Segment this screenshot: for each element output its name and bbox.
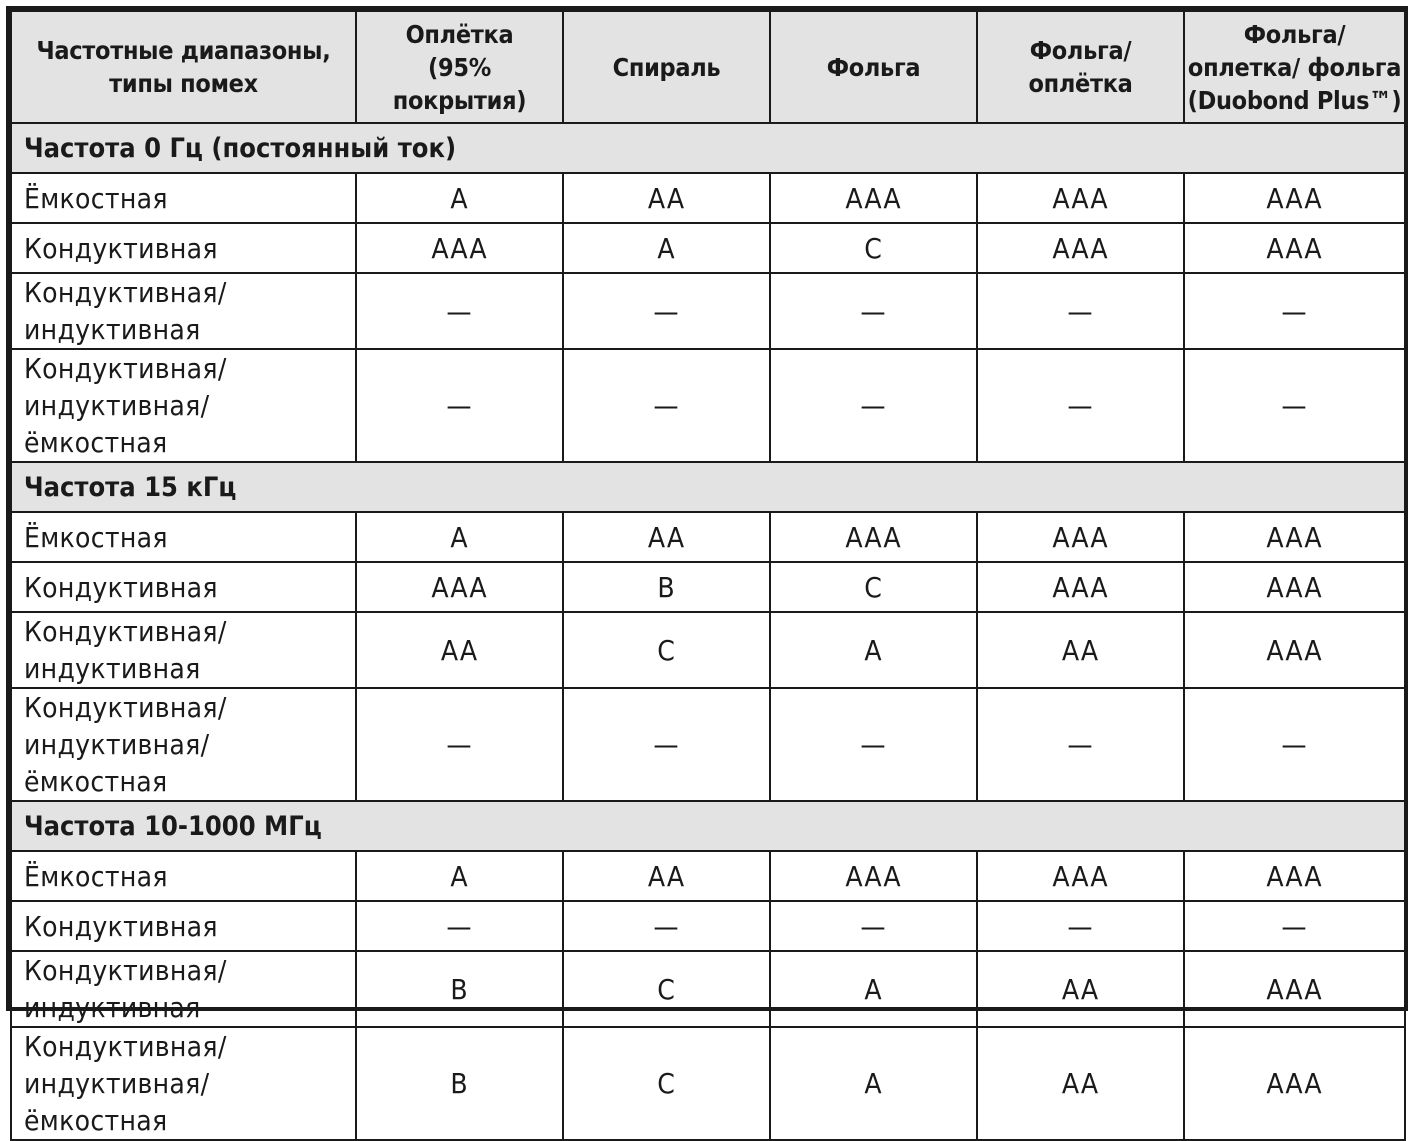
cell-value: C <box>563 612 770 688</box>
cell-value: AAA <box>977 173 1184 223</box>
table-row <box>11 223 1405 273</box>
cell-value: C <box>563 951 770 1027</box>
cell-value: — <box>563 349 770 462</box>
cell-value: AAA <box>356 562 563 612</box>
cell-value: — <box>356 349 563 462</box>
cell-value: AAA <box>356 223 563 273</box>
table <box>10 10 1406 1141</box>
row-label: Кондуктивная/ индуктивная/ ёмкостная <box>11 349 356 462</box>
table-row <box>11 562 1405 612</box>
cell-value: — <box>563 273 770 349</box>
section-row-0hz <box>11 123 1405 173</box>
cell-value: AAA <box>770 512 977 562</box>
row-label: Кондуктивная/ индуктивная <box>11 951 356 1027</box>
cell-value: — <box>1184 273 1405 349</box>
row-label: Кондуктивная/ индуктивная <box>11 273 356 349</box>
header-frequency-type: Частотные диапазоны, типы помех <box>11 11 356 123</box>
section-title: Частота 0 Гц (постоянный ток) <box>11 123 1405 173</box>
cell-value: — <box>977 901 1184 951</box>
table-row <box>11 512 1405 562</box>
table-row <box>11 349 1405 462</box>
table-row <box>11 1027 1405 1140</box>
shielding-comparison-table <box>6 6 1408 1137</box>
header-foil-braid: Фольга/ оплётка <box>977 11 1184 123</box>
cell-value: AAA <box>1184 512 1405 562</box>
cell-value: AA <box>563 512 770 562</box>
section-row-15khz <box>11 462 1405 512</box>
cell-value: — <box>563 688 770 801</box>
row-label: Кондуктивная/ индуктивная/ ёмкостная <box>11 1027 356 1140</box>
header-foil-braid-foil: Фольга/ оплетка/ фольга (Duobond Plus™) <box>1184 11 1405 123</box>
cell-value: AA <box>977 612 1184 688</box>
cell-value: — <box>770 688 977 801</box>
table-row <box>11 951 1405 1027</box>
cell-value: C <box>770 562 977 612</box>
table-row <box>11 851 1405 901</box>
cell-value: — <box>356 273 563 349</box>
header-row <box>11 11 1405 123</box>
cell-value: A <box>356 851 563 901</box>
header-foil: Фольга <box>770 11 977 123</box>
table-row <box>11 273 1405 349</box>
cell-value: A <box>356 512 563 562</box>
cell-value: AAA <box>977 851 1184 901</box>
cell-value: — <box>770 273 977 349</box>
header-braid: Оплётка (95% покрытия) <box>356 11 563 123</box>
cell-value: AAA <box>1184 851 1405 901</box>
cell-value: AAA <box>1184 562 1405 612</box>
table-row <box>11 688 1405 801</box>
cell-value: AAA <box>1184 223 1405 273</box>
table-row <box>11 901 1405 951</box>
cell-value: — <box>1184 688 1405 801</box>
cell-value: AA <box>977 951 1184 1027</box>
cell-value: A <box>563 223 770 273</box>
cell-value: AA <box>563 173 770 223</box>
cell-value: — <box>770 349 977 462</box>
cell-value: — <box>977 349 1184 462</box>
cell-value: AAA <box>977 562 1184 612</box>
row-label: Кондуктивная <box>11 223 356 273</box>
row-label: Кондуктивная <box>11 562 356 612</box>
cell-value: B <box>563 562 770 612</box>
cell-value: AAA <box>770 173 977 223</box>
cell-value: AAA <box>1184 1027 1405 1140</box>
cell-value: AAA <box>770 851 977 901</box>
table-row <box>11 612 1405 688</box>
cell-value: B <box>356 951 563 1027</box>
cell-value: AAA <box>1184 173 1405 223</box>
cell-value: B <box>356 1027 563 1140</box>
cell-value: AAA <box>977 223 1184 273</box>
section-title: Частота 15 кГц <box>11 462 1405 512</box>
row-label: Ёмкостная <box>11 512 356 562</box>
cell-value: — <box>977 273 1184 349</box>
row-label: Ёмкостная <box>11 173 356 223</box>
row-label: Кондуктивная/ индуктивная <box>11 612 356 688</box>
cell-value: — <box>1184 901 1405 951</box>
cell-value: — <box>356 901 563 951</box>
cell-value: AAA <box>977 512 1184 562</box>
cell-value: — <box>977 688 1184 801</box>
cell-value: A <box>356 173 563 223</box>
cell-value: AA <box>977 1027 1184 1140</box>
row-label: Кондуктивная/ индуктивная/ ёмкостная <box>11 688 356 801</box>
section-row-10-1000mhz <box>11 801 1405 851</box>
cell-value: A <box>770 612 977 688</box>
table-row <box>11 173 1405 223</box>
cell-value: AAA <box>1184 612 1405 688</box>
cell-value: — <box>770 901 977 951</box>
cell-value: — <box>356 688 563 801</box>
cell-value: AAA <box>1184 951 1405 1027</box>
header-spiral: Спираль <box>563 11 770 123</box>
cell-value: C <box>770 223 977 273</box>
section-title: Частота 10-1000 МГц <box>11 801 1405 851</box>
cell-value: AA <box>563 851 770 901</box>
cell-value: — <box>563 901 770 951</box>
cell-value: A <box>770 951 977 1027</box>
row-label: Кондуктивная <box>11 901 356 951</box>
cell-value: AA <box>356 612 563 688</box>
cell-value: — <box>1184 349 1405 462</box>
cell-value: C <box>563 1027 770 1140</box>
cell-value: A <box>770 1027 977 1140</box>
row-label: Ёмкостная <box>11 851 356 901</box>
